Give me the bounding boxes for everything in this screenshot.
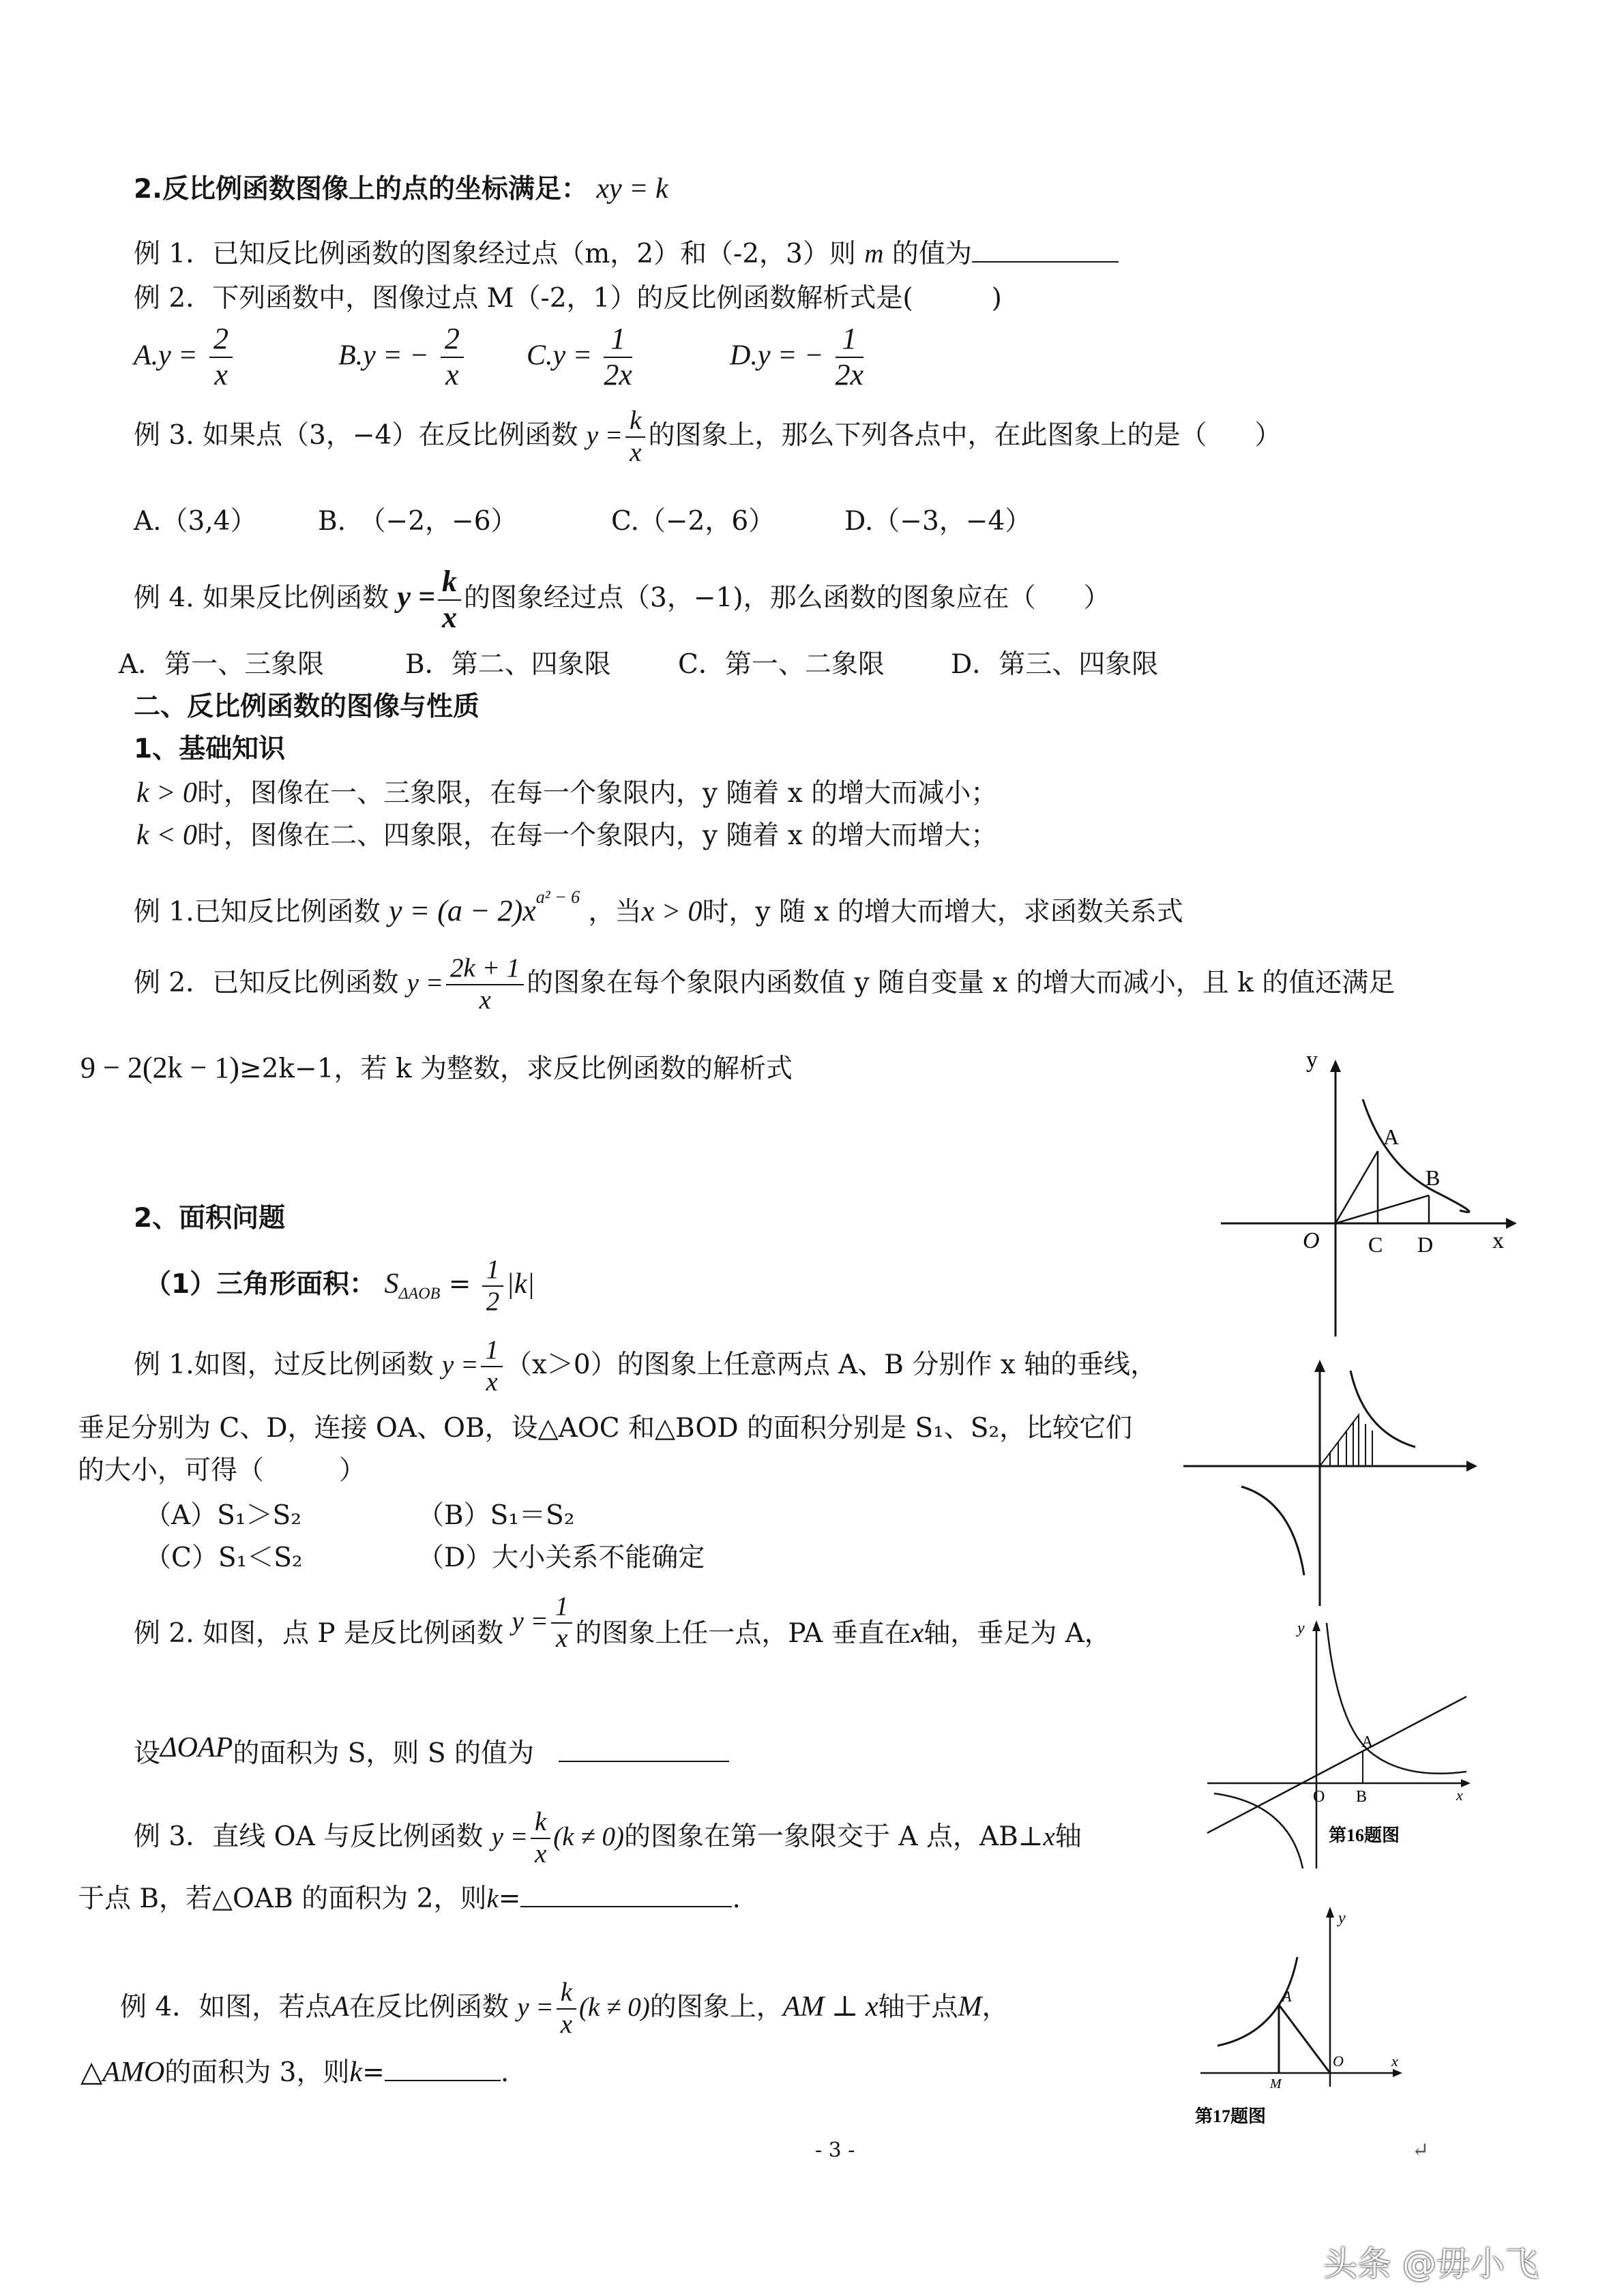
function: y = (a − 2)x	[389, 894, 536, 927]
area-subscript: ΔAOB	[398, 1285, 441, 1303]
example-text: ≥2k−1，若 k 为整数，求反比例函数的解析式	[239, 1054, 793, 1084]
fraction: $\frac{1}{x}$	[551, 1592, 573, 1654]
close-paren: ）	[1254, 419, 1282, 451]
option-b	[338, 322, 467, 392]
function: y =	[491, 1821, 528, 1851]
abs-k: |k|	[506, 1268, 535, 1300]
fraction: $\frac{k}{x}$	[625, 406, 645, 468]
close-paren: ）	[339, 1455, 366, 1486]
example-text: 下列函数中，图像过点 M（-2，1）的反比例函数解析式是(	[212, 283, 913, 314]
example-label: 例 2．	[134, 283, 213, 314]
example-text: 的图象上，那么下列各点中，在此图象上的是（	[648, 419, 1207, 451]
area-example-3	[134, 1807, 1082, 1870]
fraction: $\frac{1}{2}$	[482, 1255, 504, 1317]
example-text: 的大小，可得（	[78, 1455, 265, 1486]
x-label: x	[1456, 1787, 1463, 1804]
area-example-3-line2	[78, 1883, 741, 1915]
fraction: $\frac{k}{x}$	[557, 1978, 576, 2040]
point-d-label: D	[1417, 1232, 1434, 1257]
section-title	[134, 172, 668, 206]
ex3-option-a: A.（3,4）	[134, 506, 257, 537]
variable-m: m	[864, 239, 884, 269]
part2-example-1	[134, 887, 1183, 929]
example-label: 例 1.	[134, 1349, 194, 1380]
hyperbola-branch-q1	[1350, 1371, 1415, 1447]
area-example-4	[120, 1978, 1009, 2040]
fraction: $\frac{1}{x}$	[481, 1335, 503, 1398]
fraction: $\frac{2}{x}$	[441, 322, 464, 392]
close-paren: ）	[1083, 582, 1110, 614]
x-label: x	[1492, 1228, 1504, 1253]
x-axis-arrow-icon	[1393, 2069, 1402, 2077]
example-text: ，当	[588, 897, 642, 927]
example-text: 已知反比例函数	[194, 897, 381, 927]
figure-caption: 第16题图	[1329, 1825, 1400, 1845]
example-text: 的值为	[891, 239, 972, 269]
figure-problem-17	[1187, 1903, 1419, 2148]
triangle-area-formula	[145, 1255, 535, 1317]
basic-line-1	[136, 776, 997, 810]
figure-hyperbola-shaded	[1180, 1357, 1480, 1609]
ex3-option-d: D.（−3，−4）	[844, 506, 1032, 537]
example-1-points	[134, 239, 1119, 271]
variable-k: k	[349, 2057, 363, 2088]
example-2-question	[134, 283, 1002, 315]
function: y =	[397, 580, 436, 614]
example-text: 的面积为 S，则 S 的值为	[233, 1738, 534, 1769]
example-4-question	[134, 565, 1110, 635]
part-title: 二、反比例函数的图像与性质	[134, 691, 480, 722]
part2-example-2-line2	[80, 1050, 793, 1086]
answer-blank[interactable]	[520, 1906, 732, 1907]
fraction: $\frac{k}{x}$	[438, 565, 461, 635]
area-example-2	[134, 1592, 1111, 1667]
area-symbol: S	[384, 1268, 399, 1300]
equals: =	[362, 2057, 385, 2088]
hyperbola-curve	[1363, 1099, 1469, 1212]
ex3-option-c: C.（−2，6）	[611, 506, 776, 537]
inequality: 9 − 2(2k − 1)	[80, 1051, 239, 1084]
condition: (k ≠ 0)	[579, 1992, 650, 2022]
figure-problem-16	[1200, 1616, 1487, 1875]
option-label: D.y = −	[730, 340, 824, 372]
origin-label: O	[1333, 2053, 1344, 2070]
close-paren: )	[991, 283, 1002, 314]
example-text: 于点 B，若△OAB 的面积为 2，则	[78, 1883, 487, 1914]
function: y =	[586, 420, 623, 450]
example-label: 例 4．	[120, 1991, 199, 2023]
example-text: 的图象经过点（3，−1)，那么函数的图象应在（	[464, 582, 1036, 614]
option-label: B.y = −	[338, 340, 429, 372]
period: .	[500, 2057, 510, 2088]
hyperbola-branch-q3	[1214, 1793, 1303, 1868]
origin-label: O	[1303, 1228, 1320, 1253]
variable-x: x	[1043, 1821, 1055, 1851]
point-a-label: A	[1383, 1124, 1400, 1149]
example-text: 如图，若点	[198, 1991, 332, 2023]
fraction: $\frac{1}{2x}$	[604, 322, 632, 391]
triangle-oap: ΔOAP	[160, 1732, 233, 1763]
fraction: $\frac{1}{2x}$	[835, 322, 864, 391]
condition: k < 0	[136, 820, 197, 851]
condition: k > 0	[136, 777, 197, 809]
page-number: - 3 -	[815, 2138, 855, 2162]
function: y =	[442, 1350, 479, 1380]
ex4-option-d: D．第三、四象限	[951, 649, 1159, 680]
period: .	[732, 1883, 741, 1914]
example-text: 的图象在第一象限交于 A 点，AB⊥	[623, 1821, 1044, 1852]
y-axis-arrow-icon	[1312, 1620, 1320, 1631]
option-a	[134, 322, 235, 392]
option-c	[527, 322, 635, 392]
figure-hyperbola-abcd	[1207, 1043, 1521, 1343]
subsection-title: 1、基础知识	[134, 734, 286, 764]
example-text: 的图象上，	[649, 1991, 783, 2023]
x-axis-arrow-icon	[1466, 1461, 1477, 1472]
section-title-formula: xy = k	[596, 173, 668, 205]
variable-x: x	[911, 1617, 924, 1649]
example-text: 轴	[1054, 1821, 1082, 1852]
option-label: A.y =	[134, 340, 198, 372]
answer-blank[interactable]	[385, 2080, 501, 2081]
option-d	[730, 322, 866, 392]
example-text: 直线 OA 与反比例函数	[212, 1821, 484, 1852]
x-axis-arrow-icon	[1506, 1218, 1517, 1229]
option-label: C.y =	[527, 340, 592, 372]
example-text: 时，y 随 x 的增大而增大，求函数关系式	[702, 897, 1183, 927]
area-example-4-line2	[80, 2055, 509, 2089]
area-example-1-line2: 垂足分别为 C、D，连接 OA、OB，设△AOC 和△BOD 的面积分别是 S₁、S₂，比较它们	[78, 1413, 1133, 1444]
area-title: 2、面积问题	[134, 1203, 286, 1234]
y-label: y	[1297, 1620, 1305, 1637]
area-example-1-line3	[78, 1455, 366, 1487]
variable-k: k	[486, 1884, 499, 1913]
figure-caption: 第17题图	[1195, 2106, 1267, 2126]
example-text: ，	[981, 1991, 1009, 2023]
function: y =	[517, 1992, 554, 2022]
perpendicular: AM ⊥ x	[782, 1991, 879, 2023]
function: y =	[407, 968, 444, 998]
example-label: 例 2.	[134, 1617, 203, 1649]
segment-ao	[1279, 2005, 1330, 2073]
example-label: 例 2．	[134, 967, 213, 998]
watermark: 头条 @毋小飞	[1323, 2244, 1539, 2284]
function: y =	[512, 1606, 548, 1636]
example-text: 已知反比例函数	[212, 967, 399, 998]
y-axis-arrow-icon	[1314, 1360, 1325, 1372]
example-text: 的图象上任一点，PA 垂直在	[575, 1617, 911, 1649]
example-text: 的面积为 3，则	[164, 2057, 350, 2088]
answer-blank[interactable]	[559, 1761, 729, 1762]
hyperbola-branch-q3	[1241, 1487, 1304, 1575]
example-text: （x＞0）的图象上任意两点 A、B 分别作 x 轴的垂线，	[505, 1349, 1157, 1380]
hyperbola-branch-q1	[1327, 1623, 1466, 1774]
part2-example-2	[134, 953, 1395, 1016]
area-ex1-option-d: （D）大小关系不能确定	[417, 1542, 705, 1573]
point-m: M	[958, 1991, 982, 2023]
example-text: 已知反比例函数的图象经过点（m，2）和（-2，3）则	[212, 239, 856, 269]
example-label: 例 3．	[134, 1821, 213, 1852]
basic-text: 时，图像在二、四象限，在每一个象限内，y 随着 x 的增大而增大；	[196, 820, 998, 851]
x-label: x	[1391, 2053, 1398, 2070]
example-text: 的图象在每个象限内函数值 y 随自变量 x 的增大而减小，且 k 的值还满足	[527, 967, 1396, 998]
equals: =	[498, 1883, 521, 1914]
triangle-amo: △AMO	[80, 2057, 165, 2088]
ex4-option-b: B．第二、四象限	[405, 649, 611, 680]
y-label: y	[1338, 1909, 1346, 1927]
fraction: $\frac{k}{x}$	[531, 1807, 550, 1870]
example-3-question	[134, 406, 1281, 468]
example-text: 如图，点 P 是反比例函数	[203, 1617, 504, 1649]
fraction: $\frac{2}{x}$	[209, 322, 233, 392]
point-b-label: B	[1426, 1165, 1441, 1190]
basic-text: 时，图像在一、三象限，在每一个象限内，y 随着 x 的增大而减小；	[196, 778, 998, 809]
equals: =	[448, 1268, 471, 1300]
example-label: 例 1．	[134, 239, 213, 269]
example-text: 如果点（3，−4）在反比例函数	[203, 419, 578, 451]
condition: x > 0	[641, 896, 703, 927]
return-mark: ↵	[1412, 2138, 1430, 2162]
point-a-label: A	[1282, 1988, 1292, 2005]
example-text: 轴，垂足为 A，	[924, 1617, 1111, 1649]
point-m-label: M	[1270, 2076, 1282, 2091]
answer-blank[interactable]	[972, 261, 1119, 263]
triangle-title: （1）三角形面积：	[145, 1268, 377, 1300]
point-a-label: A	[1361, 1733, 1374, 1751]
area-ex1-option-a: （A）S₁＞S₂	[145, 1500, 301, 1531]
area-example-2-line2	[134, 1732, 729, 1770]
example-label: 例 3.	[134, 419, 203, 451]
condition: (k ≠ 0)	[553, 1821, 624, 1851]
ex4-option-c: C．第一、二象限	[678, 649, 885, 680]
fraction: $\frac{2k + 1}{x}$	[446, 953, 524, 1016]
point-a: A	[331, 1991, 349, 2023]
y-axis-arrow-icon	[1330, 1060, 1341, 1072]
point-c-label: C	[1368, 1232, 1383, 1257]
example-label: 例 1.	[134, 897, 194, 927]
area-ex1-option-b: （B）S₁＝S₂	[417, 1500, 575, 1531]
area-example-1	[134, 1335, 1157, 1398]
y-axis-arrow-icon	[1326, 1907, 1334, 1918]
area-ex1-option-c: （C）S₁＜S₂	[145, 1542, 303, 1573]
y-label: y	[1306, 1047, 1318, 1073]
example-label: 例 4.	[134, 582, 203, 614]
example-text: 轴于点	[878, 1991, 958, 2023]
ex3-option-b: B. （−2，−6）	[318, 506, 518, 537]
section-title-text: 2.反比例函数图像上的点的坐标满足：	[134, 174, 588, 205]
example-text: 如果反比例函数	[203, 582, 389, 614]
basic-line-2	[136, 818, 997, 852]
example-text: 如图，过反比例函数	[194, 1349, 434, 1380]
line-oa	[1207, 1697, 1466, 1833]
exponent: a² − 6	[535, 887, 580, 907]
ex4-option-a: A．第一、三象限	[119, 649, 325, 680]
example-text: 在反比例函数	[349, 1991, 509, 2023]
point-b-label: B	[1356, 1788, 1368, 1806]
origin-label: O	[1313, 1788, 1325, 1806]
example-text: 设	[134, 1738, 161, 1769]
